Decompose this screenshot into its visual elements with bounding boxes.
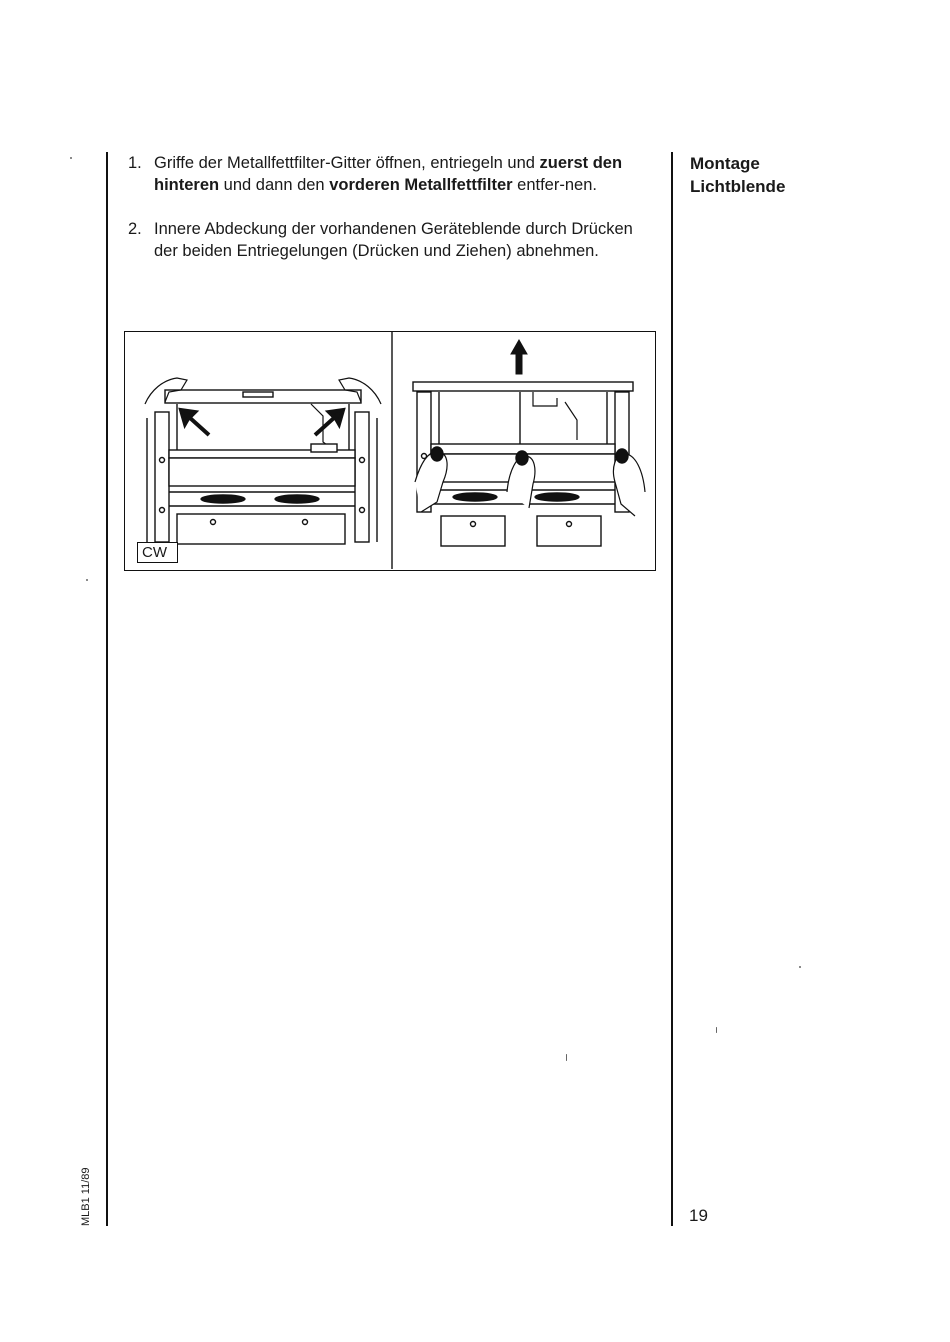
step-text-part: Griffe der Metallfettfilter-Gitter öffnen, entriegeln und bbox=[154, 154, 540, 172]
scan-speck bbox=[716, 1027, 717, 1033]
scan-speck bbox=[566, 1054, 567, 1061]
step-text-part: Innere Abdeckung der vorhandenen Geräteblende durch Drücken der beiden Entriegelungen (Drücken und Ziehen) abnehmen. bbox=[154, 220, 633, 260]
section-heading-line-1: Montage bbox=[690, 154, 760, 173]
press-arrow-icon bbox=[315, 410, 343, 435]
step-number: 2. bbox=[128, 220, 142, 238]
scan-speck bbox=[799, 966, 801, 968]
scan-speck bbox=[86, 579, 88, 581]
instruction-list bbox=[128, 152, 656, 284]
step-text-bold: vorderen Metallfettfilter bbox=[329, 176, 513, 194]
press-arrow-icon bbox=[181, 410, 209, 435]
right-panel-drawing bbox=[413, 340, 645, 546]
step-text bbox=[154, 152, 656, 196]
instruction-step-1 bbox=[128, 152, 656, 196]
instruction-step-2 bbox=[128, 218, 656, 262]
step-number: 1. bbox=[128, 154, 142, 172]
pull-up-arrow-icon bbox=[511, 340, 527, 374]
document-code: MLB1 11/89 bbox=[80, 1167, 92, 1226]
page-number: 19 bbox=[689, 1206, 708, 1225]
step-text-bold: zuerst den hinteren bbox=[154, 154, 623, 194]
step-text-part: entfer-nen. bbox=[512, 176, 597, 194]
scan-speck bbox=[70, 157, 72, 159]
step-text bbox=[154, 218, 656, 262]
right-column-rule bbox=[671, 152, 673, 1226]
installation-figure bbox=[124, 331, 656, 571]
section-heading bbox=[690, 152, 785, 198]
left-panel-drawing bbox=[145, 378, 381, 544]
section-heading-line-2: Lichtblende bbox=[690, 177, 786, 196]
left-margin-rule bbox=[106, 152, 108, 1226]
hood-illustration bbox=[125, 332, 654, 569]
figure-label: CW bbox=[137, 542, 178, 563]
step-text-part: und dann den bbox=[219, 176, 330, 194]
